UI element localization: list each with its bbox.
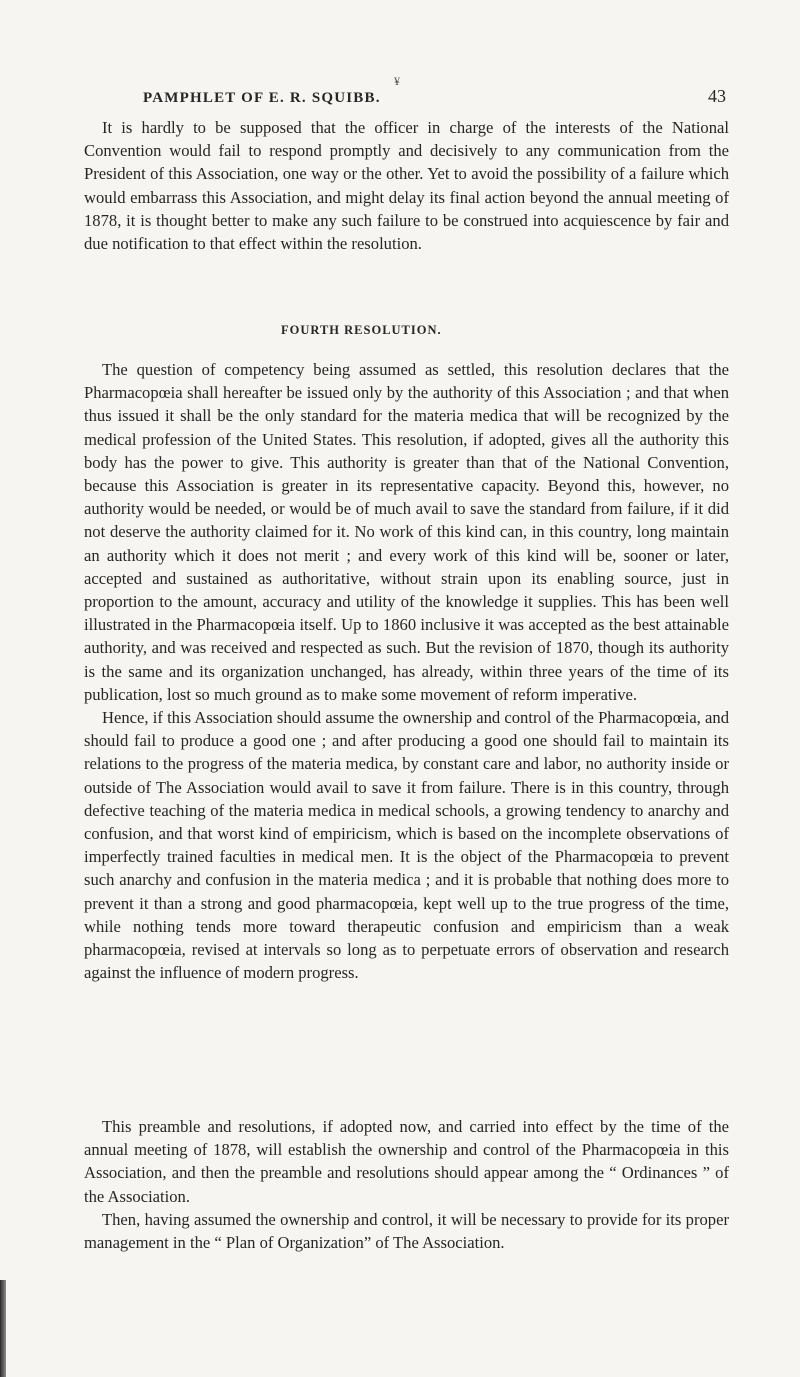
- paragraph: Hence, if this Association should assume the ownership and control of the Pharmacopœia, and should fail to produce a good one ; and after producing a good one should fail to maintain its relations to the progress of the materia medica, by constant care and labor, no authority inside or outside of The Association would avail to save it from failure. There is in this country, through defective teaching of the materia medica in medical schools, a growing tendency to anarchy and confusion, and that worst kind of empiricism, which is based on the incomplete observations of imperfectly trained faculties in medical men. It is the object of the Pharmacopœia to prevent such anarchy and confusion in the materia medica ; and it is probable that nothing does more to prevent it than a strong and good pharmacopœia, kept well up to the true progress of the time, while nothing tends more toward therapeutic confusion and empiricism than a weak pharmacopœia, revised at intervals so long as to perpetuate errors of observation and research against the influence of modern progress.: [84, 708, 729, 983]
- paragraph: This preamble and resolutions, if adopted now, and carried into effect by the time of the annual meeting of 1878, will establish the ownership and control of the Pharmacopœia in this Association, and then the preamble and resolutions should appear among the “ Ordinances ” of the Association.: [84, 1117, 729, 1206]
- running-head: PAMPHLET OF E. R. SQUIBB.: [143, 90, 381, 106]
- intro-text: [84, 116, 729, 255]
- closing-text: [84, 1115, 729, 1254]
- resolution-text: [84, 358, 729, 984]
- page-binding-edge: [0, 1280, 6, 1377]
- paragraph: The question of competency being assumed as settled, this resolution declares that the Pharmacopœia shall hereafter be issued only by the authority of this Association ; and that when thus issued it shall be the only standard for the materia medica that will be recognized by the medical profession of the United States. This resolution, if adopted, gives all the authority this body has the power to give. This authority is greater than that of the National Convention, because this Association is greater in its representative capacity. Beyond this, however, no authority would be needed, or would be of much avail to save the standard from failure, if it did not deserve the authority claimed for it. No work of this kind can, in this country, long maintain an authority which it does not merit ; and every work of this kind will be, sooner or later, accepted and sustained as authoritative, without strain upon its enabling source, just in proportion to the amount, accuracy and utility of the knowledge it supplies. This has been well illustrated in the Pharmacopœia itself. Up to 1860 inclusive it was accepted as the best attainable authority, and was received and respected as such. But the revision of 1870, though its authority is the same and its organization unchanged, has already, within three years of the time of its publication, lost so much ground as to make some movement of reform imperative.: [84, 360, 729, 704]
- page-number: 43: [708, 86, 726, 106]
- section-heading: FOURTH RESOLUTION.: [281, 323, 442, 337]
- margin-mark: ¥: [394, 74, 400, 88]
- paragraph: It is hardly to be supposed that the officer in charge of the interests of the National Convention would fail to respond promptly and decisively to any communication from the President of this Association, one way or the other. Yet to avoid the possibility of a failure which would embarrass this Association, and might delay its final action beyond the annual meeting of 1878, it is thought better to make any such failure to be construed into acquiescence by fair and due notification to that effect within the resolution.: [84, 118, 729, 254]
- paragraph: Then, having assumed the ownership and control, it will be necessary to provide for its proper management in the “ Plan of Organization” of The Association.: [84, 1209, 729, 1253]
